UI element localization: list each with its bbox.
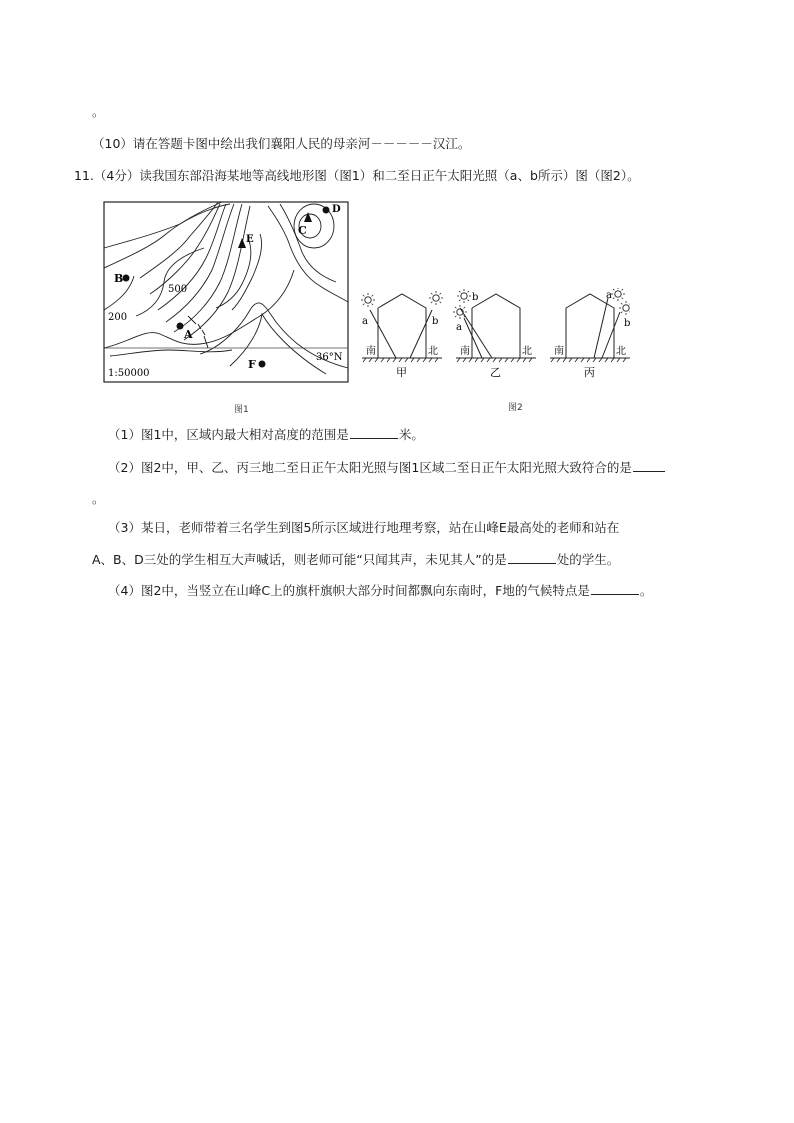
q2-text: （2）图2中，甲、乙、丙三地二至日正午太阳光照与图1区域二至日正午太阳光照大致符合的是 — [108, 460, 632, 475]
point-b-marker — [123, 275, 130, 282]
yi-north: 北 — [522, 346, 532, 357]
peak-c-triangle — [304, 212, 312, 222]
figure-1-caption: 图1 — [234, 405, 249, 415]
scale-label: 1:50000 — [108, 368, 150, 379]
question-11-1 — [108, 426, 424, 443]
panel-bing — [550, 288, 630, 379]
q1-answer-blank[interactable] — [350, 426, 398, 439]
point-a-marker — [177, 323, 184, 330]
jia-name: 甲 — [396, 366, 407, 379]
contour-label-500: 500 — [168, 284, 188, 295]
question-10: （10）请在答题卡图中绘出我们襄阳人民的母亲河－－－－－汉江。 — [92, 136, 471, 151]
point-f-marker — [259, 361, 266, 368]
latitude-label: 36°N — [316, 352, 343, 363]
label-f: F — [248, 358, 256, 371]
question-11-3-cont — [92, 551, 619, 568]
line-period: 。 — [92, 104, 105, 119]
panel-jia — [361, 291, 443, 379]
jia-a: a — [362, 316, 368, 327]
q1-unit: 米。 — [398, 427, 424, 442]
q2-period: 。 — [92, 491, 105, 506]
q2-answer-blank[interactable] — [633, 459, 665, 472]
bing-a: a — [606, 290, 612, 301]
q4-text: （4）图2中，当竖立在山峰C上的旗杆旗帜大部分时间都飘向东南时，F地的气候特点是 — [108, 583, 590, 598]
figures-area — [100, 198, 660, 420]
yi-name: 乙 — [490, 366, 501, 379]
label-b: B — [114, 272, 124, 285]
figure-1-contour-map — [100, 198, 352, 388]
question-11-4 — [108, 582, 652, 599]
yi-b: b — [472, 292, 479, 303]
figure-2-caption: 图2 — [508, 403, 523, 413]
q4-answer-blank[interactable] — [591, 582, 639, 595]
panel-yi — [453, 289, 536, 379]
q3-tail: 处的学生。 — [556, 552, 620, 567]
bing-name: 丙 — [584, 366, 595, 379]
yi-south: 南 — [460, 346, 470, 357]
jia-south: 南 — [366, 346, 376, 357]
label-c: C — [298, 224, 307, 237]
point-d-marker — [323, 207, 330, 214]
contour-label-200: 200 — [108, 312, 128, 323]
label-d: D — [332, 204, 341, 215]
bing-b: b — [624, 318, 630, 329]
label-a: A — [184, 328, 193, 341]
jia-b: b — [432, 316, 439, 327]
question-11-2 — [108, 459, 666, 476]
figure-2-sunlight — [358, 288, 630, 478]
q3-text: A、B、D三处的学生相互大声喊话，则老师可能“只闻其声，未见其人”的是 — [92, 552, 507, 567]
bing-north: 北 — [616, 346, 626, 357]
peak-e-triangle — [238, 238, 246, 248]
yi-a: a — [456, 322, 462, 333]
q4-period: 。 — [639, 583, 653, 598]
question-11-3: （3）某日，老师带着三名学生到图5所示区域进行地理考察，站在山峰E最高处的老师和站在 — [108, 520, 620, 535]
question-11-stem: 11.（4分）读我国东部沿海某地等高线地形图（图1）和二至日正午太阳光照（a、b所示）图（图2）。 — [74, 168, 640, 183]
q3-answer-blank[interactable] — [508, 551, 556, 564]
q1-text: （1）图1中，区域内最大相对高度的范围是 — [108, 427, 349, 442]
jia-north: 北 — [428, 346, 438, 357]
label-e: E — [246, 234, 254, 245]
bing-south: 南 — [554, 346, 564, 357]
